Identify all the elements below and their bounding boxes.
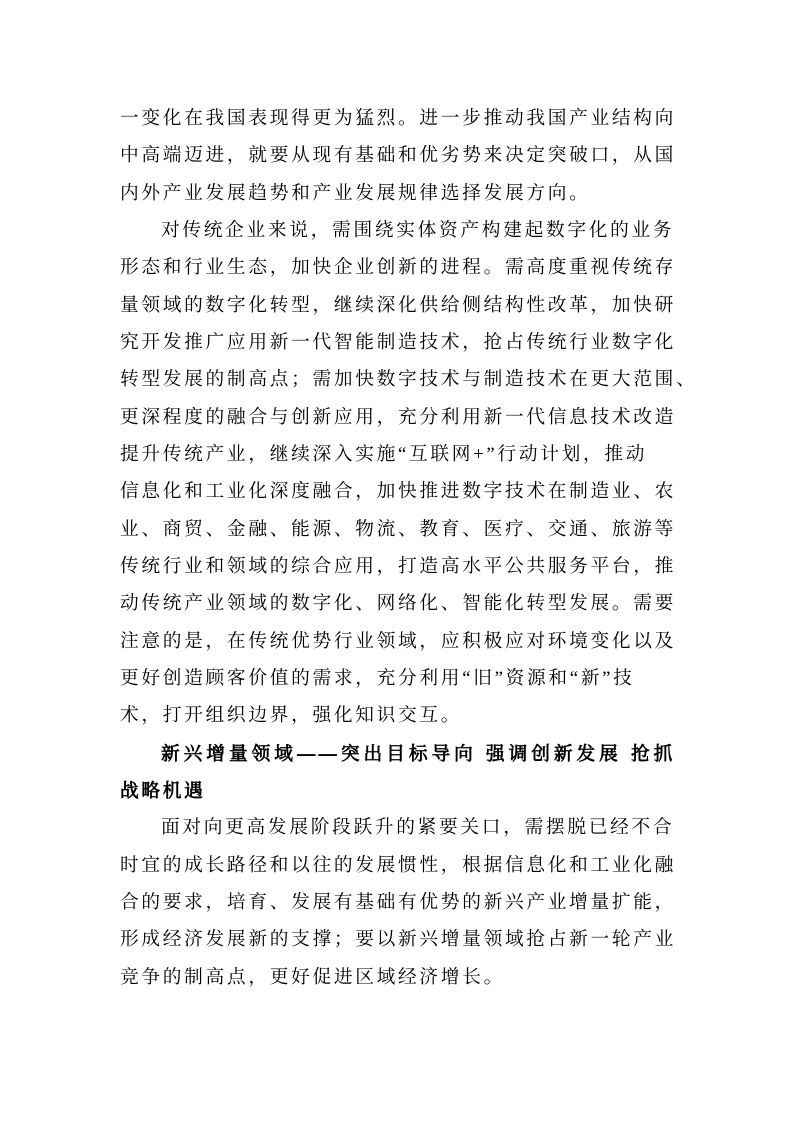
text-line: 形态和行业生态，加快企业创新的进程。需高度重视传统存	[120, 257, 677, 279]
text-line: 更深程度的融合与创新应用，充分利用新一代信息技术改造	[120, 406, 677, 428]
heading-line: 战略机遇	[120, 779, 206, 801]
paragraph-continuation	[120, 100, 675, 212]
text-line: 术，打开组织边界，强化知识交互。	[120, 705, 463, 727]
text-line: 提升传统产业，继续深入实施“互联网+”行动计划，推动	[120, 443, 648, 465]
text-line: 一变化在我国表现得更为猛烈。进一步推动我国产业结构向	[120, 108, 677, 129]
text-line: 对传统企业来说，需围绕实体资产构建起数字化的业务	[161, 219, 675, 241]
paragraph-leap-to-higher-stage	[120, 809, 675, 996]
text-line: 内外产业发展趋势和产业发展规律选择发展方向。	[120, 182, 591, 204]
text-line: 注意的是，在传统优势行业领域，应积极应对环境变化以及	[120, 630, 677, 652]
text-line: 竞争的制高点，更好促进区域经济增长。	[120, 966, 505, 988]
text-line: 究开发推广应用新一代智能制造技术，抢占传统行业数字化	[120, 331, 677, 353]
section-heading-emerging-growth-areas	[120, 735, 675, 810]
heading-line: 新兴增量领域——突出目标导向 强调创新发展 抢抓	[161, 742, 675, 764]
paragraph-traditional-enterprises	[120, 212, 698, 735]
text-line: 动传统产业领域的数字化、网络化、智能化转型发展。需要	[120, 593, 677, 615]
text-line: 面对向更高发展阶段跃升的紧要关口，需摆脱已经不合	[161, 817, 675, 839]
text-line: 合的要求，培育、发展有基础有优势的新兴产业增量扩能，	[120, 891, 677, 913]
text-line: 传统行业和领域的综合应用，打造高水平公共服务平台，推	[120, 555, 677, 577]
text-line: 时宜的成长路径和以往的发展惯性，根据信息化和工业化融	[120, 854, 677, 876]
text-line: 转型发展的制高点；需加快数字技术与制造技术在更大范围、	[120, 369, 698, 391]
text-line: 信息化和工业化深度融合，加快推进数字技术在制造业、农	[120, 481, 677, 503]
text-line: 业、商贸、金融、能源、物流、教育、医疗、交通、旅游等	[120, 518, 677, 540]
text-line: 中高端迈进，就要从现有基础和优劣势来决定突破口，从国	[120, 145, 677, 167]
text-line: 更好创造顾客价值的需求，充分利用“旧”资源和“新”技	[120, 667, 635, 689]
text-line: 量领域的数字化转型，继续深化供给侧结构性改革，加快研	[120, 294, 677, 316]
text-line: 形成经济发展新的支撑；要以新兴增量领域抢占新一轮产业	[120, 929, 677, 951]
